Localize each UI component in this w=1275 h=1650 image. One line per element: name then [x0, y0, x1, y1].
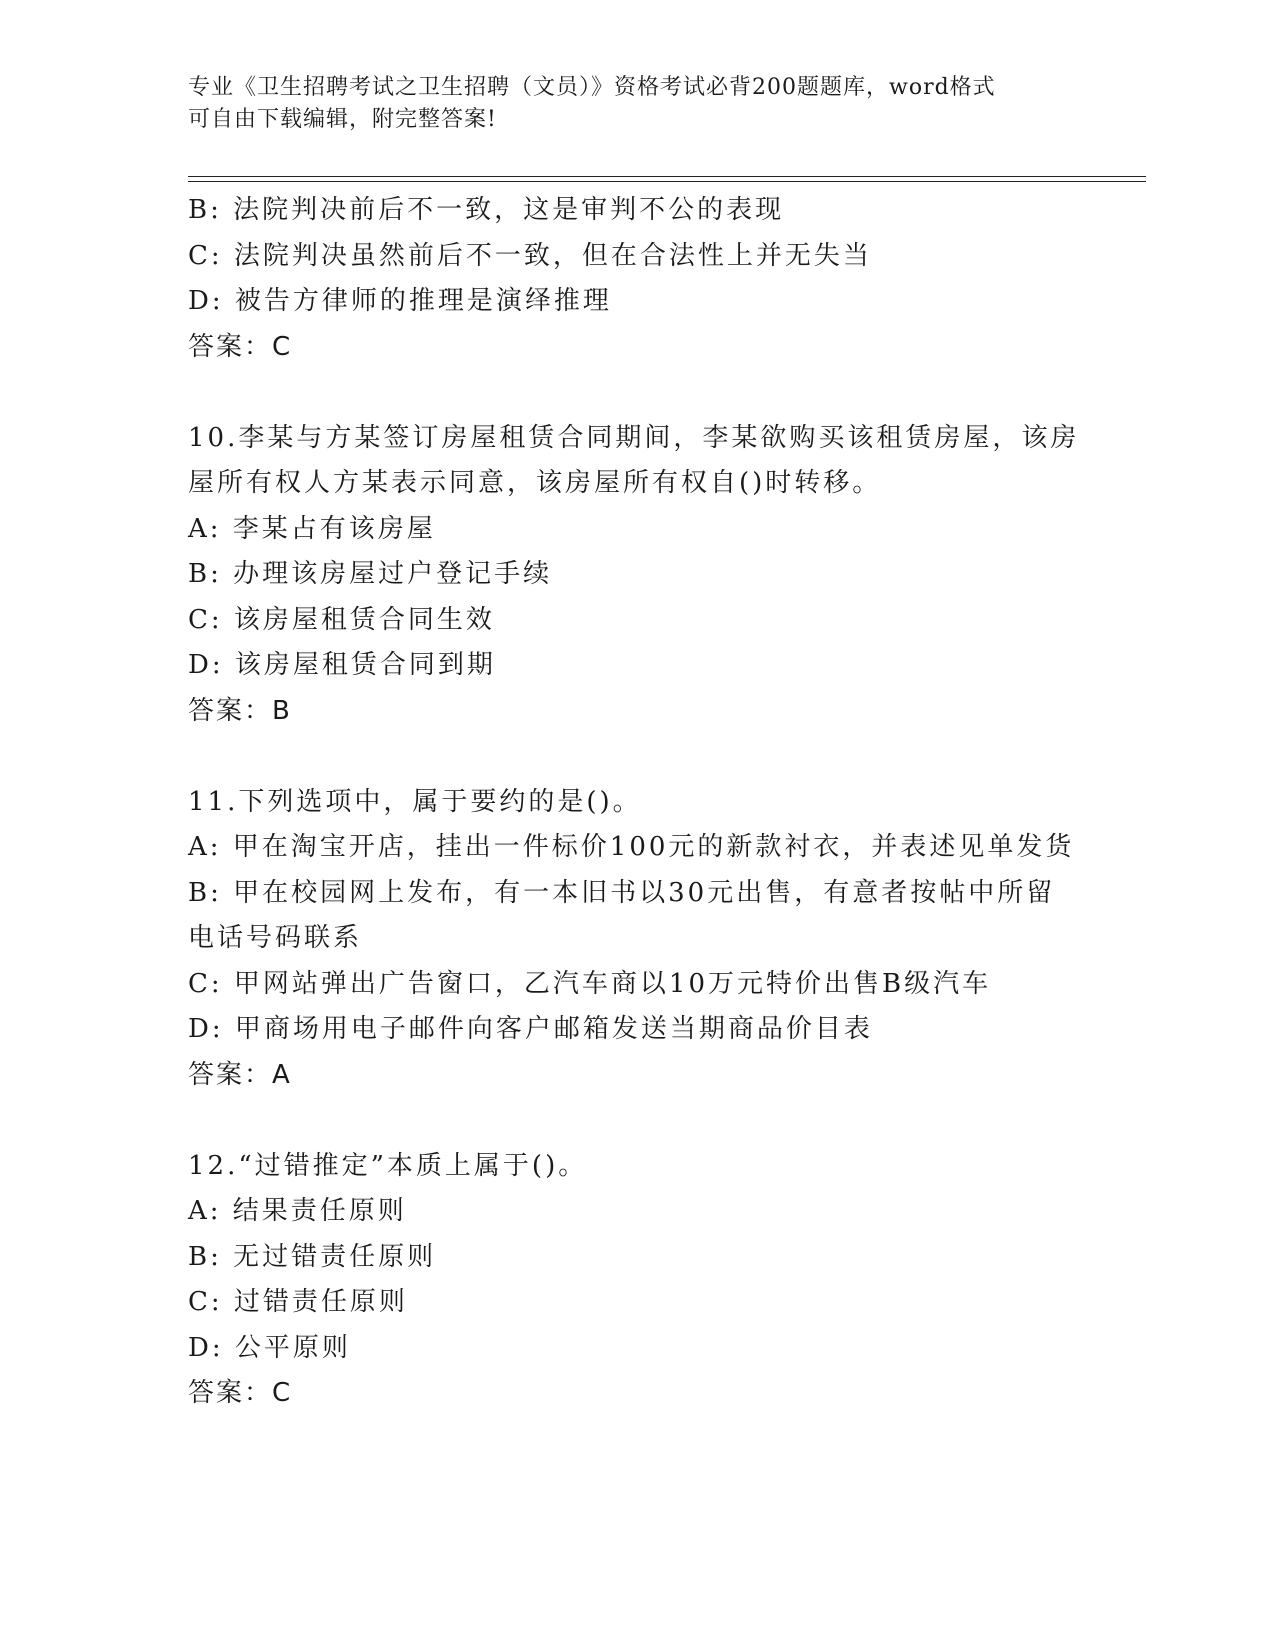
- option-b: B: 甲在校园网上发布，有一本旧书以30元出售，有意者按帖中所留: [188, 877, 1056, 908]
- spacer: [188, 734, 1108, 780]
- previous-question-options: [188, 188, 1108, 370]
- answer-line: 答案：A: [188, 1059, 292, 1090]
- option-b: B: 法院判决前后不一致，这是审判不公的表现: [188, 195, 785, 225]
- question-12: [188, 1144, 1108, 1417]
- header-line-1: 专业《卫生招聘考试之卫生招聘（文员）》资格考试必背200题题库，word格式: [188, 75, 996, 100]
- option-a: A: 李某占有该房屋: [188, 513, 436, 544]
- option-c: C: 法院判决虽然前后不一致，但在合法性上并无失当: [188, 240, 872, 271]
- option-b: B: 办理该房屋过户登记手续: [188, 559, 553, 589]
- option-d: D: 该房屋租赁合同到期: [188, 650, 496, 680]
- answer-line: 答案：B: [188, 695, 292, 726]
- option-c: C: 甲网站弹出广告窗口，乙汽车商以10万元特价出售B级汽车: [188, 968, 992, 999]
- question-10: [188, 416, 1108, 735]
- answer-line: 答案：C: [188, 331, 293, 362]
- question-list: [188, 188, 1108, 1417]
- header-divider-top: [188, 176, 1146, 177]
- option-a: A: 甲在淘宝开店，挂出一件标价100元的新款衬衣，并表述见单发货: [188, 832, 1075, 862]
- option-b: B: 无过错责任原则: [188, 1241, 437, 1272]
- question-stem: 12.“过错推定”本质上属于()。: [188, 1150, 588, 1181]
- option-b-continued: 电话号码联系: [188, 923, 363, 953]
- answer-line: 答案：C: [188, 1378, 293, 1408]
- question-stem: 11.下列选项中，属于要约的是()。: [188, 786, 642, 817]
- option-d: D: 公平原则: [188, 1332, 351, 1363]
- spacer: [188, 1098, 1108, 1144]
- question-11: [188, 780, 1108, 1099]
- option-c: C: 该房屋租赁合同生效: [188, 604, 495, 635]
- option-d: D: 甲商场用电子邮件向客户邮箱发送当期商品价目表: [188, 1014, 873, 1044]
- document-header: [188, 72, 1088, 136]
- spacer: [188, 370, 1108, 416]
- question-stem: 屋所有权人方某表示同意，该房屋所有权自()时转移。: [188, 468, 882, 498]
- header-divider-bottom: [188, 181, 1146, 182]
- option-c: C: 过错责任原则: [188, 1287, 408, 1317]
- header-line-2: 可自由下载编辑，附完整答案!: [188, 107, 497, 132]
- option-d: D: 被告方律师的推理是演绎推理: [188, 286, 612, 316]
- option-a: A: 结果责任原则: [188, 1196, 407, 1226]
- question-stem: 10.李某与方某签订房屋租赁合同期间，李某欲购买该租赁房屋，该房: [188, 422, 1080, 453]
